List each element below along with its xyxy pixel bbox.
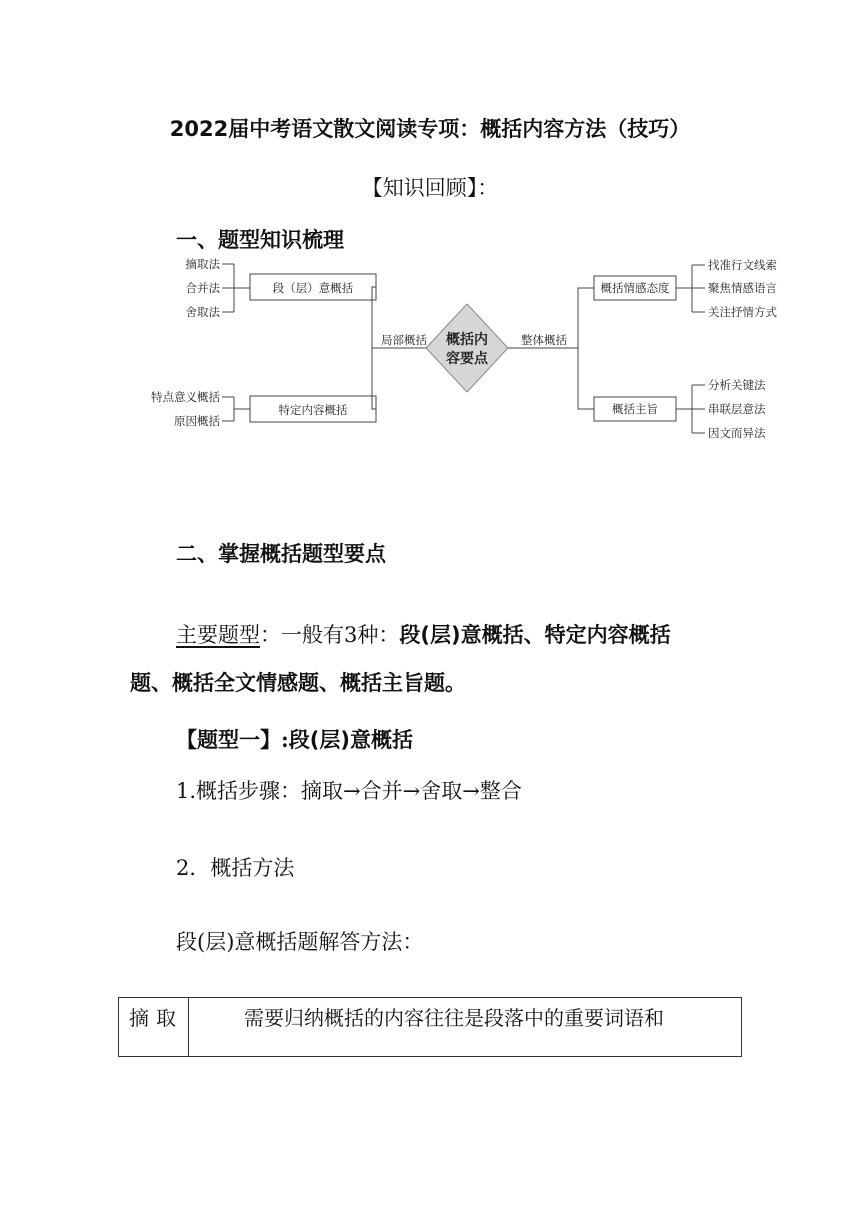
knowledge-mind-map — [140, 252, 790, 452]
leaf-sheqiu: 舍取法 — [185, 305, 220, 319]
center-diamond — [426, 304, 508, 392]
right-top-box-label: 概括情感态度 — [600, 281, 670, 295]
center-label-line2: 容要点 — [446, 351, 488, 367]
left-branch-label: 局部概括 — [381, 333, 427, 347]
leaf-xiansuo: 找准行文线索 — [708, 258, 777, 272]
type1-colon: : — [281, 727, 289, 752]
main-types-paragraph — [176, 619, 671, 649]
leaf-guanjian: 分析关键法 — [708, 378, 766, 392]
section1-heading: 一、题型知识梳理 — [176, 228, 344, 252]
leaf-yuanyin: 原因概括 — [174, 414, 220, 428]
method-table — [118, 997, 742, 1057]
leaf-qinggan: 聚焦情感语言 — [708, 281, 777, 295]
type1-heading — [176, 724, 413, 754]
answer-method-line: 段(层)意概括题解答方法： — [176, 930, 424, 954]
leaf-zhaiqu: 摘取法 — [185, 257, 220, 271]
main-types-label: 主要题型 — [176, 623, 260, 647]
document-title: 2022届中考语文散文阅读专项：概括内容方法（技巧） — [169, 117, 691, 141]
leaf-shuqing: 关注抒情方式 — [708, 305, 777, 319]
main-types-bold-line2: 题、概括全文情感题、概括主旨题。 — [130, 671, 466, 695]
leaf-yinwen: 因文而异法 — [708, 426, 766, 440]
main-types-intro: ：一般有3种： — [260, 623, 400, 647]
right-bottom-box-label: 概括主旨 — [612, 402, 658, 416]
leaf-chuanlian: 串联层意法 — [708, 402, 766, 416]
right-branch-label: 整体概括 — [521, 333, 567, 347]
leaf-hebing: 合并法 — [185, 281, 220, 295]
section2-heading: 二、掌握概括题型要点 — [176, 542, 386, 566]
methods-heading: 2．概括方法 — [176, 856, 295, 880]
type1-name: 段(层)意概括 — [288, 728, 413, 752]
main-types-bold-line1: 段(层)意概括、特定内容概括 — [399, 623, 671, 647]
left-top-box-label: 段（层）意概括 — [272, 281, 354, 295]
type1-tag: 【题型一】 — [176, 727, 281, 752]
table-label-cell — [119, 998, 189, 1056]
left-bottom-box-label: 特定内容概括 — [278, 403, 348, 417]
summary-steps: 1.概括步骤：摘取→合并→舍取→整合 — [176, 779, 522, 803]
leaf-tedian: 特点意义概括 — [151, 390, 220, 404]
center-label-line1: 概括内 — [446, 332, 488, 348]
knowledge-review-heading: 【知识回顾】： — [361, 176, 499, 200]
table-row-label: 摘取 — [129, 1006, 183, 1030]
table-row-text: 需要归纳概括的内容往往是段落中的重要词语和 — [244, 1006, 664, 1030]
